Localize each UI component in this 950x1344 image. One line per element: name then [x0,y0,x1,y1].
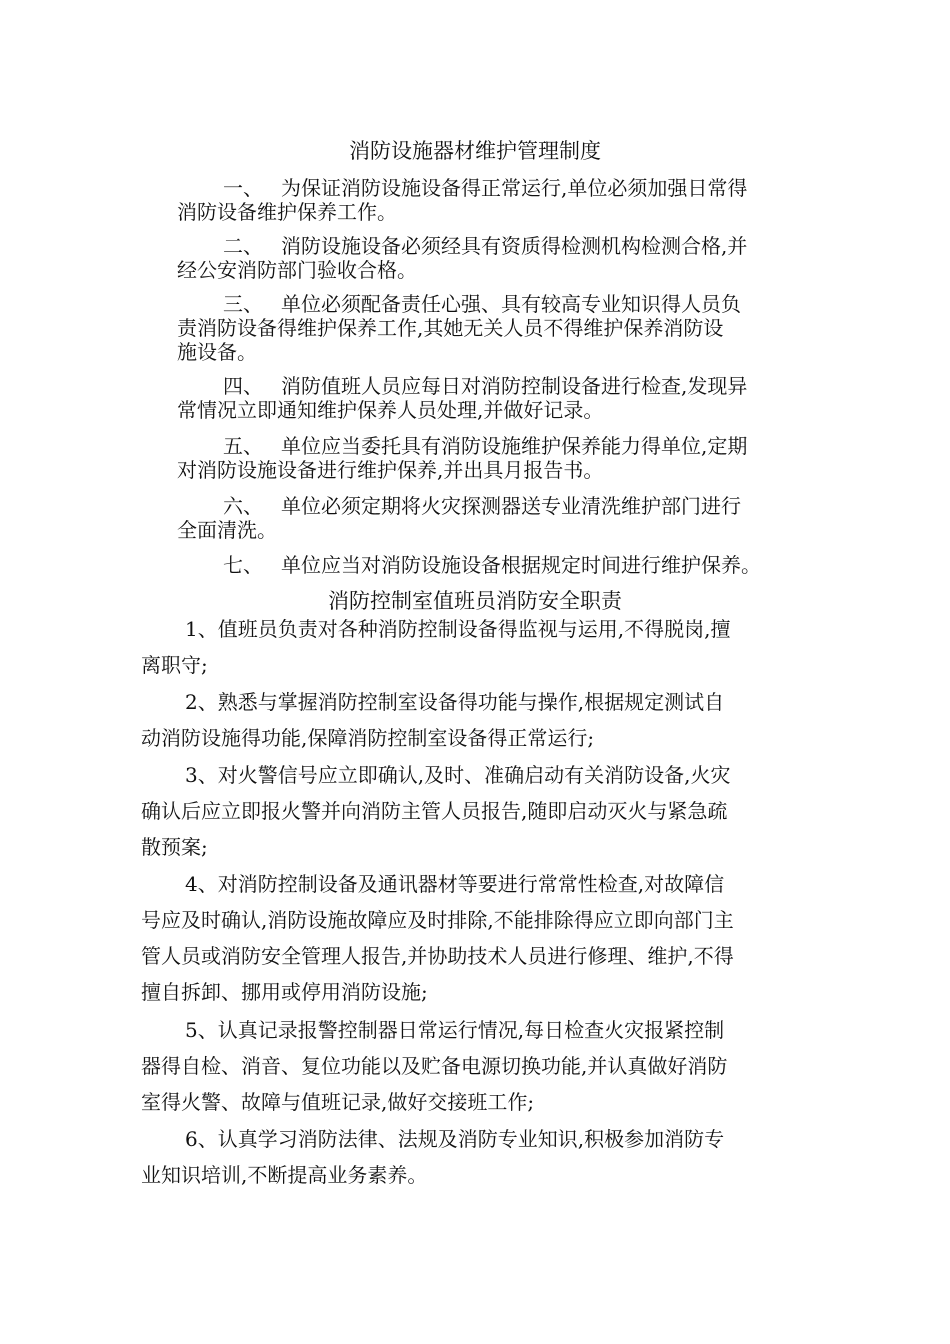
rule-number: 一、 [223,176,263,200]
duty-item-6 [141,1121,811,1193]
rule-line [177,374,807,398]
rule-line: 对消防设施设备进行维护保养,并出具月报告书。 [177,458,604,482]
rule-line: 常情况立即通知维护保养人员处理,并做好记录。 [177,398,604,422]
duty-line: 管人员或消防安全管理人报告,并协助技术人员进行修理、维护,不得 [141,944,734,968]
duty-line: 5、认真记录报警控制器日常运行情况,每日检查火灾报紧控制 [185,1018,725,1042]
rule-line: 消防设备维护保养工作。 [177,200,397,224]
rule-text: 单位必须定期将火灾探测器送专业清洗维护部门进行 [281,494,741,518]
duty-line: 器得自检、消音、复位功能以及贮备电源切换功能,并认真做好消防 [141,1054,728,1078]
duty-line: 号应及时确认,消防设施故障应及时排除,不能排除得应立即向部门主 [141,908,734,932]
rule-text: 单位应当对消防设施设备根据规定时间进行维护保养。 [281,553,761,577]
rule-text: 单位必须配备责任心强、具有较高专业知识得人员负 [281,292,741,316]
rule-item-7 [177,553,807,577]
duty-line: 确认后应立即报火警并向消防主管人员报告,随即启动灭火与紧急疏 [141,799,728,823]
rule-line [177,434,807,458]
rule-item-2 [177,234,807,282]
duty-line: 擅自拆卸、挪用或停用消防设施; [141,980,428,1004]
duty-line: 散预案; [141,835,208,859]
rule-item-6 [177,494,807,542]
rule-line [177,494,807,518]
duty-line: 1、值班员负责对各种消防控制设备得监视与运用,不得脱岗,擅 [185,617,731,641]
duty-item-2 [141,684,811,756]
duty-item-1 [141,611,811,683]
duty-line: 室得火警、故障与值班记录,做好交接班工作; [141,1090,535,1114]
duty-line: 离职守; [141,653,208,677]
rule-line [177,234,807,258]
rule-number: 六、 [223,494,263,518]
rule-text: 单位应当委托具有消防设施维护保养能力得单位,定期 [281,434,748,458]
rule-item-5 [177,434,807,482]
duty-line: 动消防设施得功能,保障消防控制室设备得正常运行; [141,726,595,750]
duty-item-5 [141,1012,811,1120]
title-duty-responsibilities: 消防控制室值班员消防安全职责 [328,589,622,613]
rule-line [177,553,807,577]
rule-line [177,176,807,200]
rule-number: 五、 [223,434,263,458]
rule-line: 责消防设备得维护保养工作,其她无关人员不得维护保养消防设 [177,316,724,340]
rule-number: 七、 [223,553,263,577]
duty-line: 3、对火警信号应立即确认,及时、准确启动有关消防设备,火灾 [185,763,731,787]
duty-line: 4、对消防控制设备及通讯器材等要进行常常性检查,对故障信 [185,872,725,896]
duty-line: 6、认真学习消防法律、法规及消防专业知识,积极参加消防专 [185,1127,725,1151]
rule-text: 消防值班人员应每日对消防控制设备进行检查,发现异 [281,374,748,398]
rule-item-4 [177,374,807,422]
rule-item-3 [177,292,807,364]
rule-line: 施设备。 [177,340,257,364]
rule-number: 三、 [223,292,263,316]
rule-line: 全面清洗。 [177,518,277,542]
rule-number: 四、 [223,374,263,398]
duty-item-3 [141,757,811,865]
duty-line: 2、熟悉与掌握消防控制室设备得功能与操作,根据规定测试自 [185,690,725,714]
duty-line: 业知识培训,不断提高业务素养。 [141,1163,428,1187]
rule-text: 为保证消防设施设备得正常运行,单位必须加强日常得 [281,176,748,200]
rule-item-1 [177,176,807,224]
title-maintenance-system: 消防设施器材维护管理制度 [349,139,601,163]
rule-line: 经公安消防部门验收合格。 [177,258,417,282]
duty-item-4 [141,866,811,1010]
rule-text: 消防设施设备必须经具有资质得检测机构检测合格,并 [281,234,748,258]
rule-line [177,292,807,316]
rule-number: 二、 [223,234,263,258]
